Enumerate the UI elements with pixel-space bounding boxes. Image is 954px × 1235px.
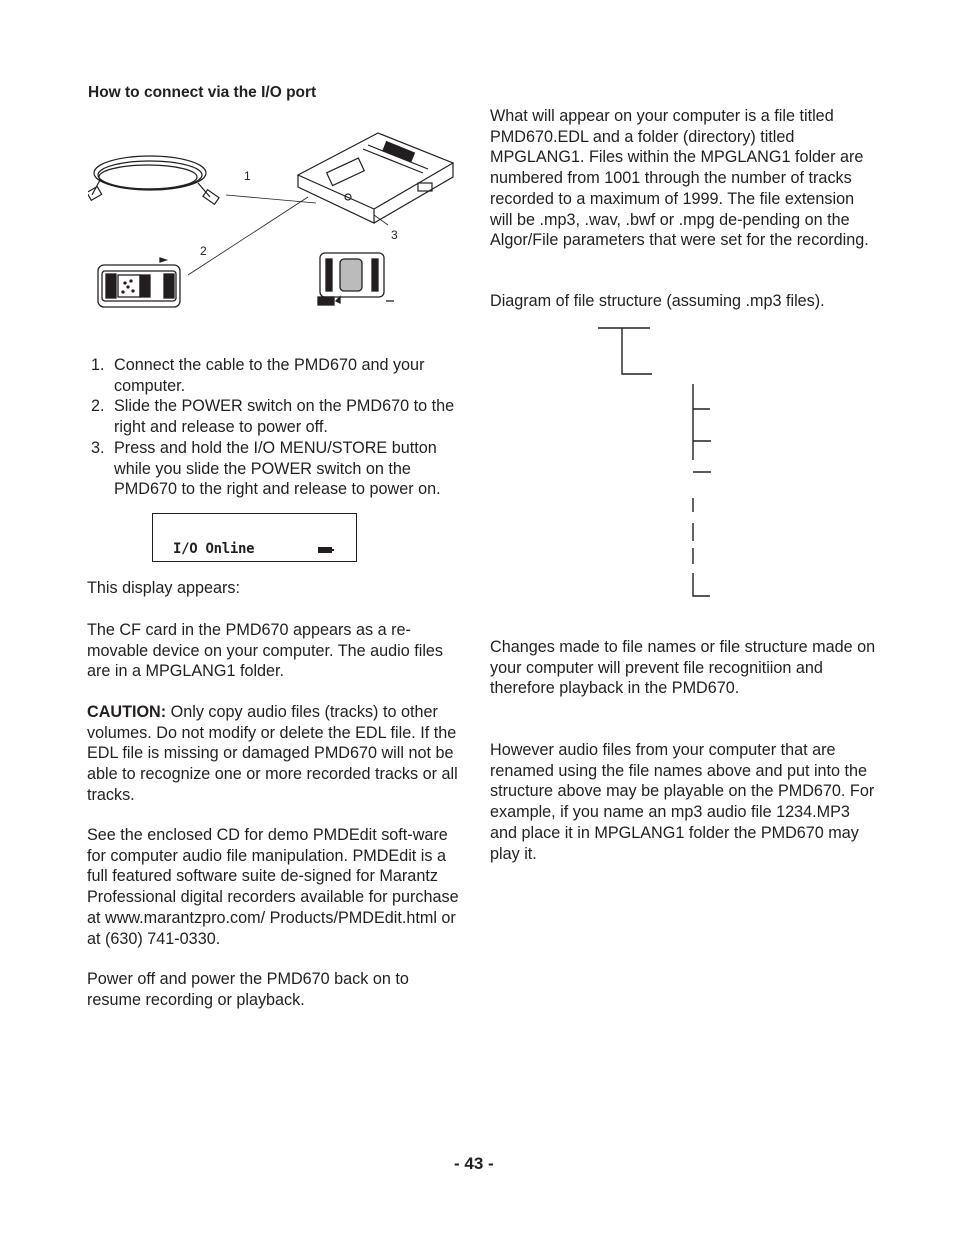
step-number: 1. xyxy=(91,356,105,374)
caution-paragraph xyxy=(87,702,467,806)
changes-paragraph: Changes made to file names or file structure made on your computer will prevent file recognitiion and therefore playback in the PMD670. xyxy=(490,638,876,698)
display-appears-text: This display appears: xyxy=(87,579,240,597)
section-heading: How to connect via the I/O port xyxy=(88,84,317,101)
caution-text: Only copy audio files (tracks) to other volumes. Do not modify or delete the EDL file. If the EDL file is missing or damaged PMD670 will not be able to recognize one or more recorded tracks or all tracks. xyxy=(87,703,458,804)
step-item xyxy=(91,396,471,437)
recorder-device-icon xyxy=(298,133,453,223)
step-text: Slide the POWER switch on the PMD670 to the right and release to power off. xyxy=(114,397,455,437)
tree-branch-line xyxy=(622,328,652,374)
connection-steps xyxy=(91,355,471,500)
power-cycle-paragraph: Power off and power the PMD670 back on to resume recording or playback. xyxy=(87,970,409,1009)
lcd-text: I/O Online xyxy=(173,541,255,557)
intro-paragraph: What will appear on your computer is a file titled PMD670.EDL and a folder (directory) titled MPGLANG1. Files within the MPGLANG1 folder are numbered from 1001 through the number of tracks recorded to a maximum of 1999. The file extension will be .mp3, .wav, .bwf or .mpg de-pending on the Algor/File parameters that were set for the recording. xyxy=(490,107,869,250)
power-switch-off-icon xyxy=(98,258,180,307)
step-item xyxy=(91,355,471,396)
tree-leaf-line xyxy=(693,573,710,596)
lcd-display xyxy=(152,513,357,562)
io-button-icon xyxy=(318,253,394,305)
cf-card-paragraph: The CF card in the PMD670 appears as a re-movable device on your computer. The audio files are in a MPGLANG1 folder. xyxy=(87,621,444,681)
battery-icon xyxy=(318,547,332,553)
step-number: 2. xyxy=(91,397,105,416)
file-structure-diagram xyxy=(590,320,720,605)
callout-3: 3 xyxy=(391,228,398,242)
usb-cable-icon xyxy=(88,156,219,204)
step-text: Connect the cable to the PMD670 and your computer. xyxy=(114,356,425,395)
step-text: Press and hold the I/O MENU/STORE button while you slide the POWER switch on the PMD670 to the right and release to power on. xyxy=(114,438,441,499)
step-item xyxy=(91,438,471,500)
callout-1: 1 xyxy=(244,169,251,183)
callout-2: 2 xyxy=(200,244,207,258)
pmdedit-paragraph: See the enclosed CD for demo PMDEdit soft-ware for computer audio file manipulation. PMDEdit is a full featured software suite de-signed for Marantz Professional digital recorders available for purchase at www.marantzpro.com/ Products/PMDEdit.html or at (630) 741-0330. xyxy=(87,826,459,948)
page-number: - 43 - xyxy=(454,1154,494,1173)
diagram-caption: Diagram of file structure (assuming .mp3 files). xyxy=(490,292,825,310)
caution-label: CAUTION: xyxy=(87,703,167,721)
step-number: 3. xyxy=(91,438,105,457)
connection-illustration xyxy=(88,125,468,315)
however-paragraph: However audio files from your computer that are renamed using the file names above and put into the structure above may be playable on the PMD670. For example, if you name an mp3 audio file 1234.MP3 and place it in MPGLANG1 folder the PMD670 may play it. xyxy=(490,741,875,863)
